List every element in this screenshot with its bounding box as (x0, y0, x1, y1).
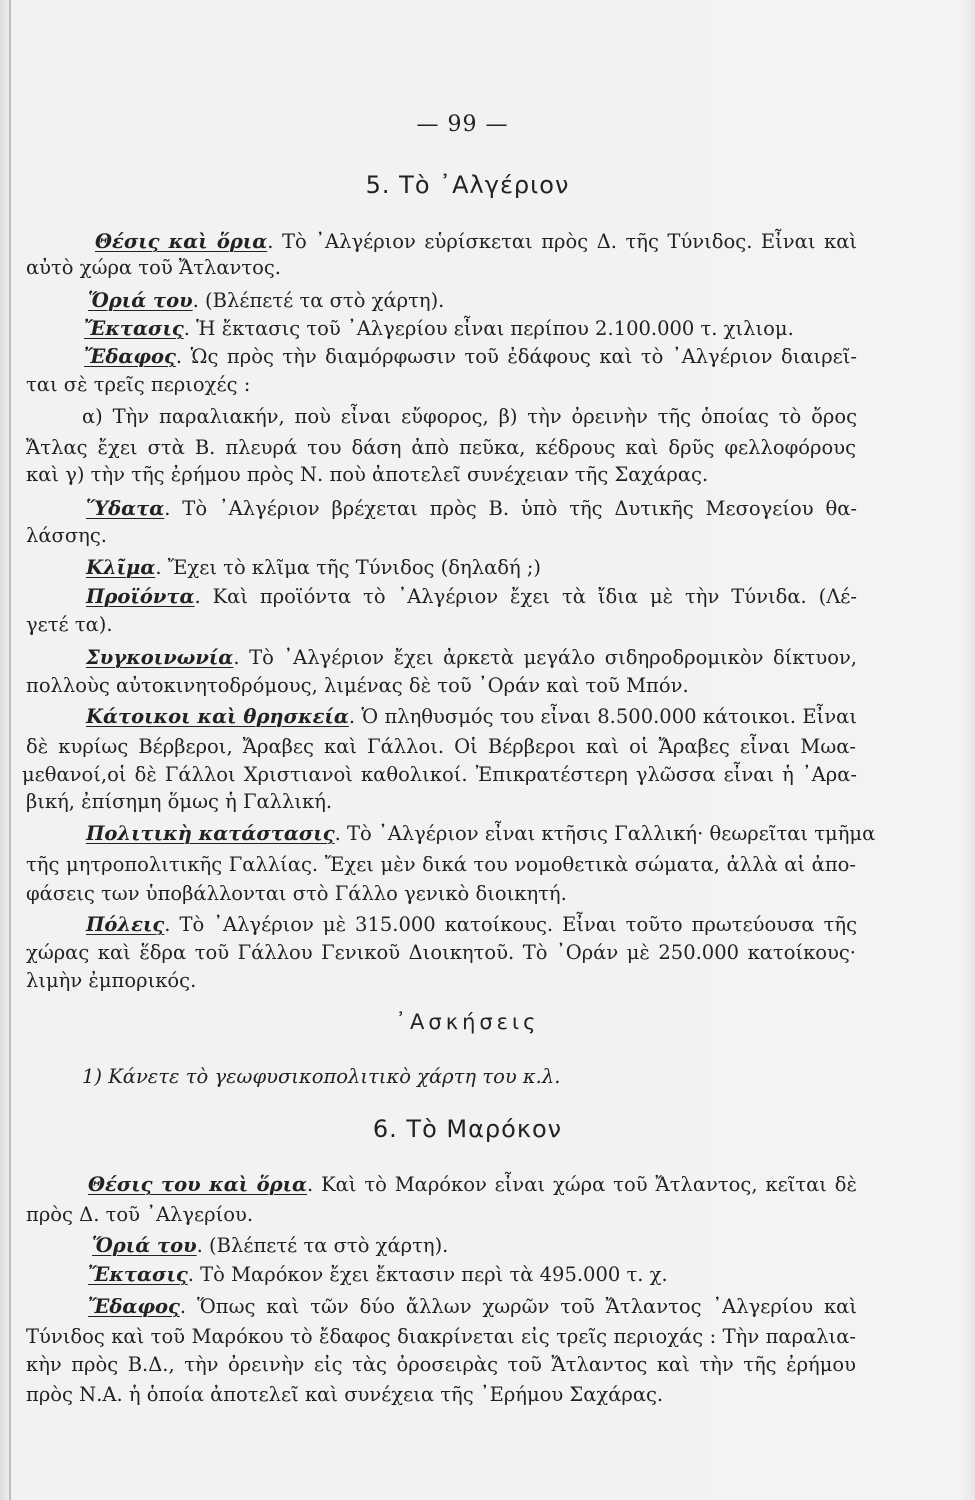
topic-label: Προϊόντα (86, 585, 195, 608)
paragraph-line: Θέσις του καὶ ὅρια. Καὶ τὸ Μαρόκον εἶναι χώρα τοῦ Ἄτλαντος, κεῖται δὲ (88, 1173, 857, 1196)
paragraph-line: πολλοὺς αὐτοκινητοδρόμους, λιμένας δὲ τοῦ ᾿Οράν καὶ τοῦ Μπόν. (26, 674, 689, 697)
page-edge (9, 0, 11, 1500)
topic-label: Θέσις καὶ ὅρια (95, 230, 268, 253)
paragraph-line: Ὅριά του. (Βλέπετέ τα στὸ χάρτη). (88, 289, 445, 312)
paragraph-line: κὴν πρὸς Β.Δ., τὴν ὀρεινὴν εἰς τὰς ὀροσειρὰς τοῦ Ἄτλαντος καὶ τὴν τῆς ἐρήμου (26, 1353, 856, 1376)
paragraph-line: μεθανοί,οἱ δὲ Γάλλοι Χριστιανοὶ καθολικοί. Ἐπικρατέστερη γλῶσσα εἶναι ἡ ᾿Αρα- (22, 763, 857, 786)
paragraph-line: λιμὴν ἐμπορικός. (26, 969, 197, 992)
paragraph-line: γετέ τα). (26, 613, 113, 636)
paragraph-line: Ἄτλας ἔχει στὰ Β. πλευρά του δάση ἀπὸ πεῦκα, κέδρους καὶ δρῦς φελλοφόρους (26, 436, 856, 459)
paragraph-line: Θέσις καὶ ὅρια. Τὸ ᾿Αλγέριον εὑρίσκεται πρὸς Δ. τῆς Τύνιδος. Εἶναι καὶ (95, 230, 858, 253)
paragraph-line: Προϊόντα. Καὶ προϊόντα τὸ ᾿Αλγέριον ἔχει τὰ ἴδια μὲ τὴν Τύνιδα. (Λέ- (86, 585, 857, 608)
paragraph-line: Ὅριά του. (Βλέπετέ τα στὸ χάρτη). (92, 1234, 449, 1257)
topic-label: Πολιτικὴ κατάστασις (86, 822, 335, 845)
topic-label: Ὕδατα (86, 497, 165, 520)
topic-label: Θέσις του καὶ ὅρια (88, 1173, 308, 1196)
paragraph-line: α) Τὴν παραλιακήν, ποὺ εἶναι εὔφορος, β) τὴν ὀρεινὴν τῆς ὁποίας τὸ ὄρος (82, 405, 857, 428)
paragraph-line: βική, ἐπίσημη ὅμως ἡ Γαλλική. (26, 790, 333, 813)
paragraph-line: τῆς μητροπολιτικῆς Γαλλίας. Ἔχει μὲν δικά του νομοθετικὰ σώματα, ἀλλὰ αἱ ἀπο- (26, 853, 856, 876)
exercises-heading: ᾿Ασκήσεις (395, 1010, 540, 1034)
topic-label: Ὅριά του (92, 1234, 197, 1257)
topic-label: Ἔκτασις (84, 317, 184, 340)
exercise-item: 1) Κάνετε τὸ γεωφυσικοπολιτικὸ χάρτη του κ.λ. (82, 1065, 561, 1088)
topic-label: Κάτοικοι καὶ θρησκεία (86, 705, 349, 728)
topic-label: Πόλεις (86, 913, 165, 936)
paragraph-line: Συγκοινωνία. Τὸ ᾿Αλγέριον ἔχει ἀρκετὰ μεγάλο σιδηροδρομικὸν δίκτυον, (86, 646, 857, 669)
paragraph-line: Τύνιδος καὶ τοῦ Μαρόκου τὸ ἔδαφος διακρίνεται εἰς τρεῖς περιοχάς : Τὴν παραλια- (26, 1325, 856, 1348)
page-number: — 99 — (416, 112, 509, 137)
section-title-algeria: 5. Τὸ ᾿Αλγέριον (365, 171, 570, 199)
paragraph-line: Πολιτικὴ κατάστασις. Τὸ ᾿Αλγέριον εἶναι κτῆσις Γαλλική· θεωρεῖται τμῆμα (86, 822, 876, 845)
paragraph-line: Ἔκτασις. Τὸ Μαρόκον ἔχει ἔκτασιν περὶ τὰ 495.000 τ. χ. (88, 1263, 668, 1286)
paragraph-line: δὲ κυρίως Βέρβεροι, Ἄραβες καὶ Γάλλοι. Οἱ Βέρβεροι καὶ οἱ Ἄραβες εἶναι Μωα- (26, 735, 856, 758)
paragraph-line: ται σὲ τρεῖς περιοχές : (26, 373, 251, 396)
topic-label: Κλῖμα (86, 556, 156, 579)
topic-label: Συγκοινωνία (86, 646, 234, 669)
paragraph-line: χώρας καὶ ἕδρα τοῦ Γάλλου Γενικοῦ Διοικητοῦ. Τὸ ᾿Οράν μὲ 250.000 κατοίκους· (26, 941, 856, 964)
paragraph-line: Ὕδατα. Τὸ ᾿Αλγέριον βρέχεται πρὸς Β. ὑπὸ τῆς Δυτικῆς Μεσογείου θα- (86, 497, 857, 520)
paragraph-line: Ἔδαφος. Ὡς πρὸς τὴν διαμόρφωσιν τοῦ ἐδάφους καὶ τὸ ᾿Αλγέριον διαιρεῖ- (84, 345, 857, 368)
topic-label: Ἔδαφος (88, 1295, 180, 1318)
topic-label: Ἔδαφος (84, 345, 176, 368)
paragraph-line: φάσεις των ὑποβάλλονται στὸ Γάλλο γενικὸ διοικητή. (26, 882, 567, 905)
section-title-morocco: 6. Τὸ Μαρόκον (372, 1115, 563, 1143)
paragraph-line: πρὸς Ν.Α. ἡ ὁποία ἀποτελεῖ καὶ συνέχεια τῆς ᾿Ερήμου Σαχάρας. (26, 1383, 664, 1406)
paragraph-line: πρὸς Δ. τοῦ ᾿Αλγερίου. (26, 1203, 254, 1226)
paragraph-line: Ἔδαφος. Ὅπως καὶ τῶν δύο ἄλλων χωρῶν τοῦ Ἄτλαντος ᾿Αλγερίου καὶ (88, 1295, 857, 1318)
paragraph-line: λάσσης. (26, 524, 107, 547)
paragraph-line: Κάτοικοι καὶ θρησκεία. Ὁ πληθυσμός του εἶναι 8.500.000 κάτοικοι. Εἶναι (86, 705, 857, 728)
paragraph-line: Πόλεις. Τὸ ᾿Αλγέριον μὲ 315.000 κατοίκους. Εἶναι τοῦτο πρωτεύουσα τῆς (86, 913, 857, 936)
paragraph-line: καὶ γ) τὴν τῆς ἐρήμου πρὸς Ν. ποὺ ἀποτελεῖ συνέχειαν τῆς Σαχάρας. (26, 463, 709, 486)
topic-label: Ὅριά του (88, 289, 193, 312)
paragraph-line: αὐτὸ χώρα τοῦ Ἄτλαντος. (26, 256, 282, 279)
topic-label: Ἔκτασις (88, 1263, 188, 1286)
paragraph-line: Ἔκτασις. Ἡ ἔκτασις τοῦ ᾿Αλγερίου εἶναι περίπου 2.100.000 τ. χιλιομ. (84, 317, 794, 340)
paragraph-line: Κλῖμα. Ἔχει τὸ κλῖμα τῆς Τύνιδος (δηλαδή ;) (86, 556, 542, 579)
